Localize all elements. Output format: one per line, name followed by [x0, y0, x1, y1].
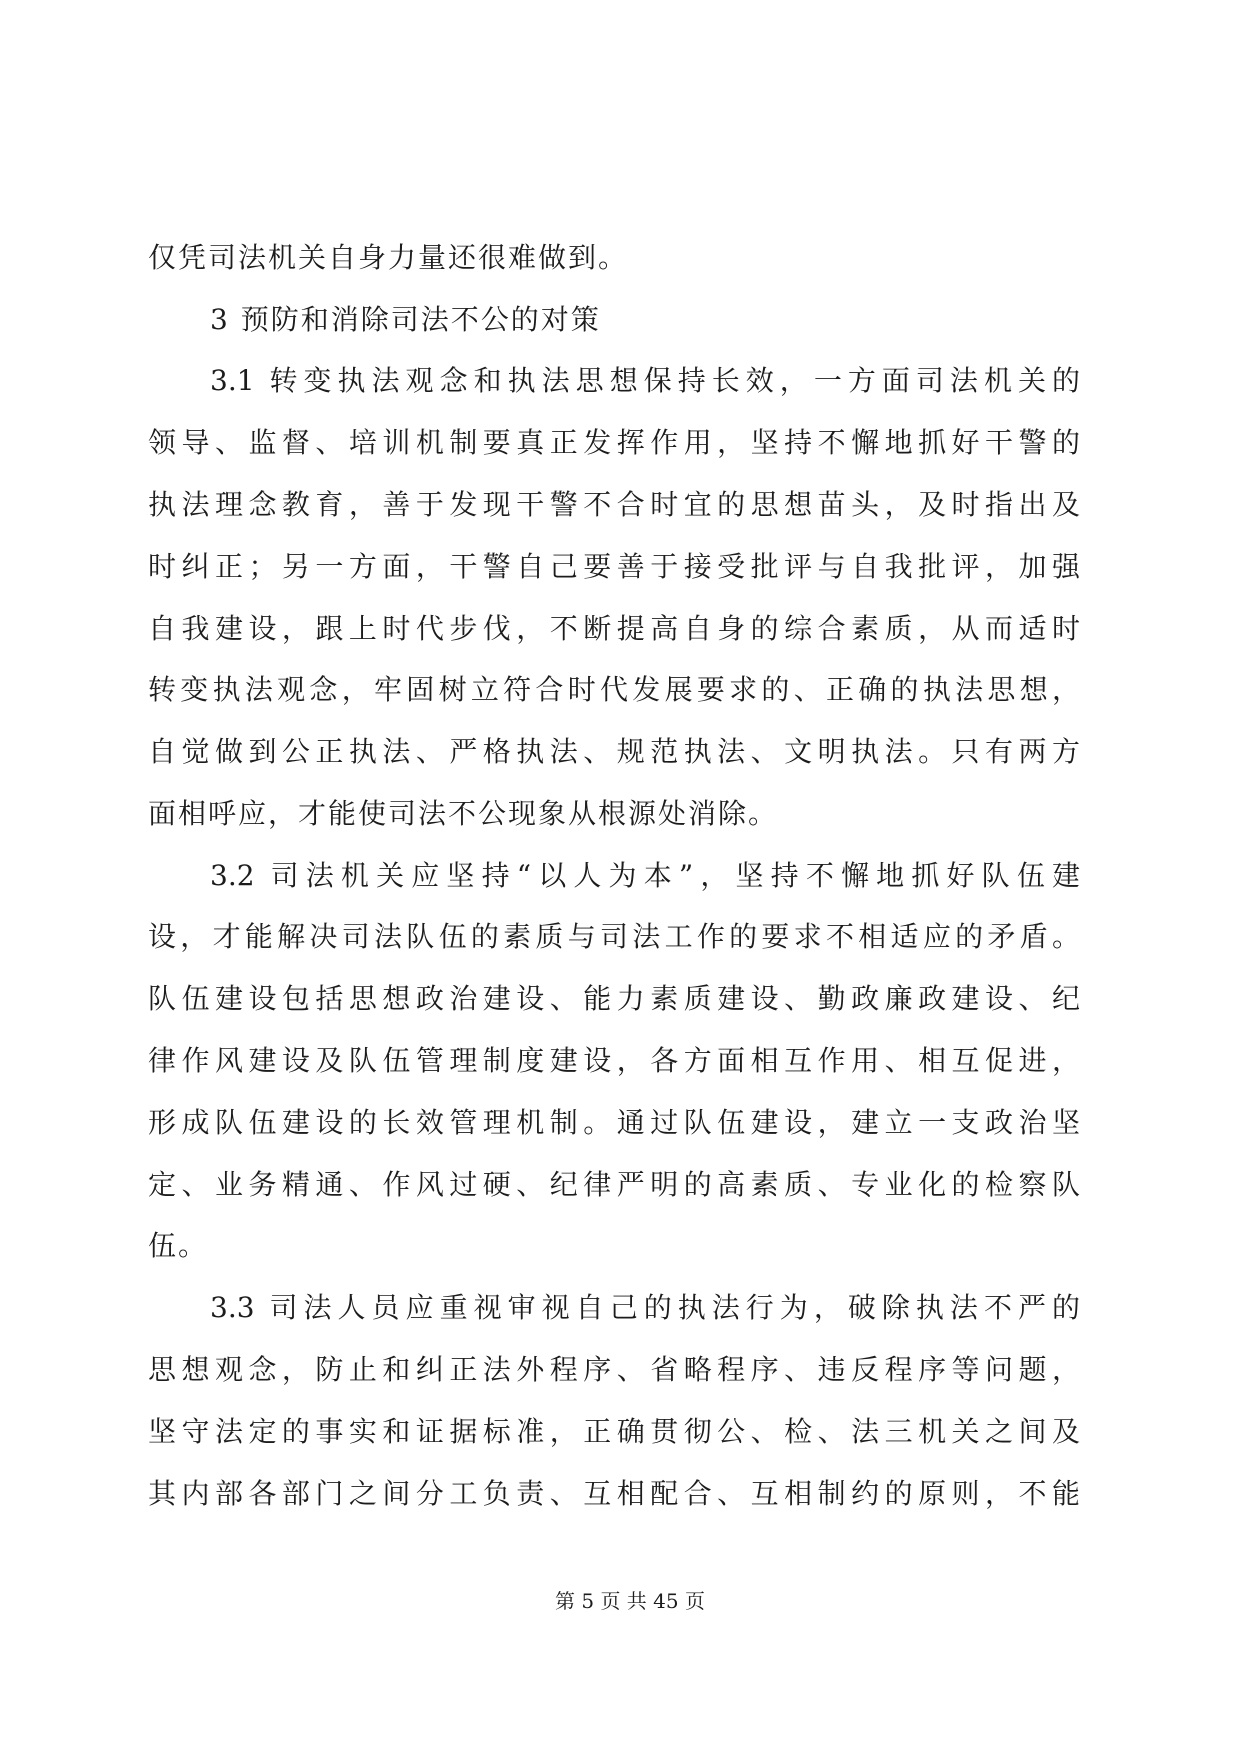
text-line: 定、业务精通、作风过硬、纪律严明的高素质、专业化的检察队 — [148, 1168, 1080, 1201]
page-footer: 第 5 页 共 45 页 — [555, 1589, 705, 1613]
text-line: 设，才能解决司法队伍的素质与司法工作的要求不相适应的矛盾。 — [148, 920, 1080, 953]
text-line: 3.3 司法人员应重视审视自己的执法行为，破除执法不严的 — [210, 1291, 1080, 1324]
text-line: 思想观念，防止和纠正法外程序、省略程序、违反程序等问题， — [148, 1353, 1080, 1386]
text-line: 时纠正；另一方面，干警自己要善于接受批评与自我批评，加强 — [148, 550, 1080, 583]
text-line: 3.2 司法机关应坚持“以人为本”，坚持不懈地抓好队伍建 — [210, 859, 1080, 892]
text-line: 形成队伍建设的长效管理机制。通过队伍建设，建立一支政治坚 — [148, 1106, 1080, 1139]
text-line: 律作风建设及队伍管理制度建设，各方面相互作用、相互促进， — [148, 1044, 1080, 1077]
text-line: 自我建设，跟上时代步伐，不断提高自身的综合素质，从而适时 — [148, 612, 1080, 645]
text-line: 转变执法观念，牢固树立符合时代发展要求的、正确的执法思想， — [148, 673, 1080, 706]
text-line: 伍。 — [148, 1229, 209, 1262]
text-line: 执法理念教育，善于发现干警不合时宜的思想苗头，及时指出及 — [148, 488, 1080, 521]
text-line: 领导、监督、培训机制要真正发挥作用，坚持不懈地抓好干警的 — [148, 426, 1080, 459]
text-line: 3.1 转变执法观念和执法思想保持长效，一方面司法机关的 — [210, 364, 1080, 397]
text-line: 坚守法定的事实和证据标准，正确贯彻公、检、法三机关之间及 — [148, 1415, 1080, 1448]
text-line: 仅凭司法机关自身力量还很难做到。 — [148, 241, 629, 274]
text-line: 面相呼应，才能使司法不公现象从根源处消除。 — [148, 797, 779, 830]
section-heading-text: 3 预防和消除司法不公的对策 — [210, 303, 601, 336]
text-line: 其内部各部门之间分工负责、互相配合、互相制约的原则，不能 — [148, 1477, 1080, 1510]
text-line: 自觉做到公正执法、严格执法、规范执法、文明执法。只有两方 — [148, 735, 1080, 768]
text-line: 队伍建设包括思想政治建设、能力素质建设、勤政廉政建设、纪 — [148, 982, 1080, 1015]
